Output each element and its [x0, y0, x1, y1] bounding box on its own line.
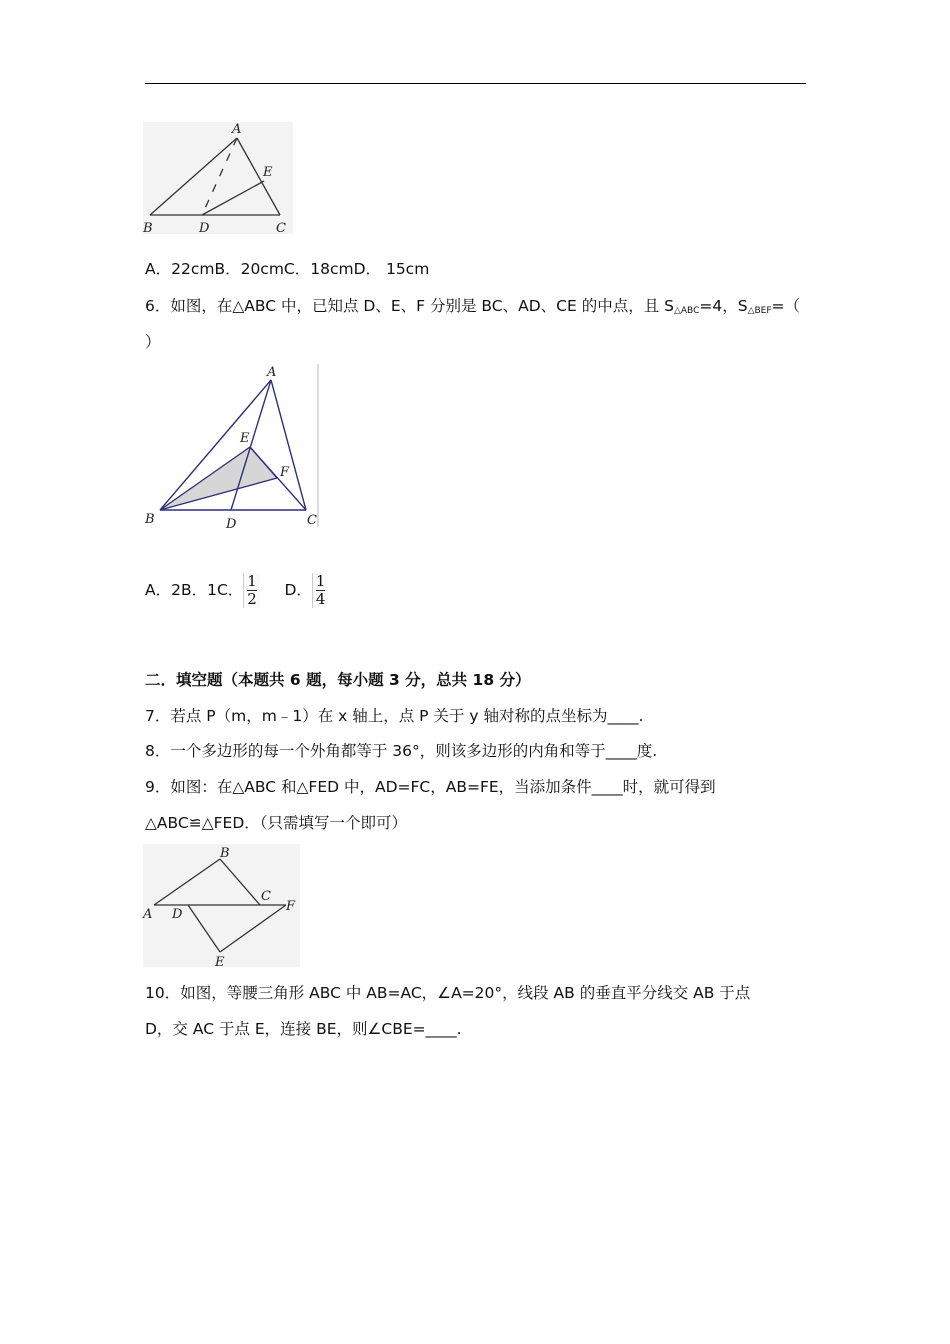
q8-text: 8．一个多边形的每一个外角都等于 36°，则该多边形的内角和等于____度.: [145, 742, 658, 760]
q6-options: [145, 573, 328, 608]
q6-text-a: 6．如图，在△ABC 中，已知点 D、E、F 分别是 BC、AD、CE 的中点，且 S: [145, 297, 674, 315]
q6-sub-abc: △ABC: [673, 306, 700, 316]
q6-stem: [145, 296, 800, 321]
q9-figure: [140, 842, 305, 972]
q6-option-c-fraction: [243, 573, 260, 608]
q5-label-b: B: [143, 221, 153, 236]
section2-heading: 二．填空题（本题共 6 题，每小题 3 分，总共 18 分）: [145, 671, 531, 689]
q6-close-paren: ）: [145, 333, 161, 351]
q10-line1: 10．如图，等腰三角形 ABC 中 AB=AC，∠A=20°，线段 AB 的垂直平分线交 AB 于点: [145, 984, 751, 1002]
q6-label-c: C: [307, 513, 317, 528]
q10-line2: D，交 AC 于点 E，连接 BE，则∠CBE=____.: [145, 1020, 462, 1038]
q6-options-prefix: A．2B．1C．: [145, 581, 244, 599]
q9-label-c: C: [261, 889, 271, 904]
q5-figure: [140, 118, 300, 243]
q6-option-d-fraction: [312, 573, 329, 608]
q7-text: 7．若点 P（m，m﹣1）在 x 轴上，点 P 关于 y 轴对称的点坐标为____.: [145, 707, 644, 725]
q9-label-a: A: [143, 907, 153, 922]
q6-option-d-den: 4: [315, 590, 326, 608]
q5-label-a: A: [232, 122, 242, 137]
q6-label-f: F: [280, 465, 290, 480]
q9-label-f: F: [286, 899, 296, 914]
q9-line2: △ABC≌△FED．（只需填写一个即可）: [145, 814, 408, 832]
q5-label-d: D: [199, 221, 210, 236]
q9-label-b: B: [220, 846, 230, 861]
q6-label-e: E: [240, 431, 250, 446]
q5-label-e: E: [263, 165, 273, 180]
q6-label-d: D: [226, 517, 237, 532]
q6-label-b: B: [145, 512, 155, 527]
q9-label-e: E: [215, 955, 225, 970]
q6-text-c: =（: [771, 297, 801, 315]
header-rule: [145, 83, 806, 84]
q9-line1: 9．如图：在△ABC 和△FED 中，AD=FC，AB=FE，当添加条件____时，就可得到: [145, 778, 716, 796]
q6-option-d-num: 1: [315, 572, 326, 590]
q6-text-b: =4，S: [699, 297, 748, 315]
q6-option-c-den: 2: [247, 590, 257, 608]
q6-label-a: A: [267, 365, 277, 380]
q9-label-d: D: [172, 907, 183, 922]
q5-options: A．22cmB．20cmC．18cmD． 15cm: [145, 260, 430, 278]
q6-figure: [140, 362, 325, 534]
q5-label-c: C: [276, 221, 286, 236]
q6-sub-bef: △BEF: [747, 306, 772, 316]
q6-option-c-num: 1: [247, 572, 257, 590]
q6-option-d-label: D．: [284, 581, 312, 599]
